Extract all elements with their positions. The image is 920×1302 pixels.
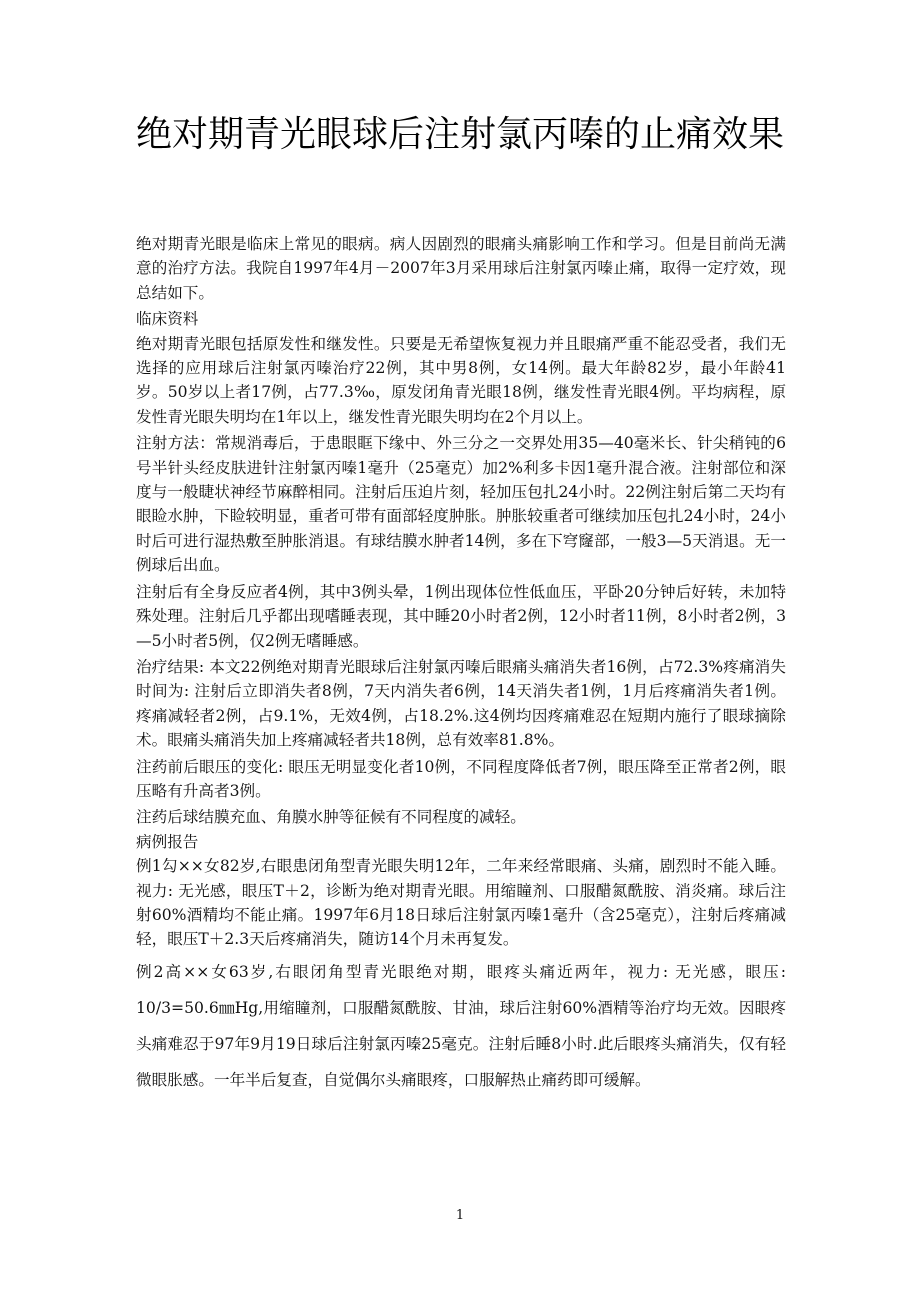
paragraph-patients: 绝对期青光眼包括原发性和继发性。只要是无希望恢复视力并且眼痛严重不能忍受者，我们无选择的应用球后注射氯丙嗪治疗22例，其中男8例，女14例。最大年龄82岁，最小年龄41岁。50岁以上者17例，占77.3‰，原发闭角青光眼18例，继发性青光眼4例。平均病程，原发性青光眼失明均在1年以上，继发性青光眼失明均在2个月以上。 xyxy=(136,334,786,426)
paragraph-treatment-results: 治疗结果: 本文22例绝对期青光眼球后注射氯丙嗪后眼痛头痛消失者16例，占72.3%疼痛消失时间为: 注射后立即消失者8例，7天内消失者6例，14天消失者1例，1月后疼痛消失者1例。疼痛减轻者2例，占9.1%，无效4例，占18.2%.这4例均因疼痛难忍在短期内施行了眼球摘除术。眼痛头痛消失加上疼痛减轻者共18例，总有效率81.8%。 xyxy=(136,657,786,750)
section-heading-case-reports: 病例报告 xyxy=(136,832,199,851)
intro-paragraph: 绝对期青光眼是临床上常见的眼病。病人因剧烈的眼痛头痛影响工作和学习。但是目前尚无满意的治疗方法。我院自1997年4月－2007年3月采用球后注射氯丙嗪止痛，取得一定疗效，现总结如下。 xyxy=(136,235,786,302)
document-title: 绝对期青光眼球后注射氯丙嗪的止痛效果 xyxy=(135,114,784,155)
paragraph-injection-method: 注射方法：常规消毒后，于患眼眶下缘中、外三分之一交界处用35—40毫米长、针尖稍钝的6号半针头经皮肤进针注射氯丙嗪1毫升（25毫克）加2%利多卡因1毫升混合液。注射部位和深度与一般睫状神经节麻醉相同。注射后压迫片刻，轻加压包扎24小时。22例注射后第二天均有眼睑水肿，下睑较明显，重者可带有面部轻度肿胀。肿胀较重者可继续加压包扎24小时，24小时后可进行湿热敷至肿胀消退。有球结膜水肿者14例，多在下穹窿部，一般3—5天消退。无一例球后出血。 xyxy=(136,434,786,575)
paragraph-systemic-reactions: 注射后有全身反应者4例，其中3例头晕，1例出现体位性低血压，平卧20分钟后好转，未加特殊处理。注射后几乎都出现嗜睡表现，其中睡20小时者2例，12小时者11例，8小时者2例，3—5小时者5例，仅2例无嗜睡感。 xyxy=(136,582,786,650)
paragraph-pressure-change: 注药前后眼压的变化: 眼压无明显变化者10例，不同程度降低者7例，眼压降至正常者2例，眼压略有升高者3例。 xyxy=(136,757,786,800)
paragraph-case-1: 例1勾××女82岁,右眼患闭角型青光眼失明12年，二年来经常眼痛、头痛，剧烈时不能入睡。视力: 无光感，眼压T＋2，诊断为绝对期青光眼。用缩瞳剂、口服醋氮酰胺、消炎痛。球后注射60%酒精均不能止痛。1997年6月18日球后注射氯丙嗪1毫升（含25毫克），注射后疼痛减轻，眼压T＋2.3天后疼痛消失，随访14个月未再复发。 xyxy=(136,857,786,949)
page-number: 1 xyxy=(455,1208,465,1223)
section-heading-clinical-data: 临床资料 xyxy=(136,310,199,329)
paragraph-signs: 注药后球结膜充血、角膜水肿等征候有不同程度的减轻。 xyxy=(136,808,526,827)
document-body xyxy=(136,232,786,1098)
paragraph-case-2: 例2高××女63岁,右眼闭角型青光眼绝对期，眼疼头痛近两年，视力: 无光感，眼压: 10/3=50.6㎜Hg,用缩瞳剂，口服醋氮酰胺、甘油，球后注射60%酒精等治疗均无效。因眼疼头痛难忍于97年9月19日球后注射氯丙嗪25毫克。注射后睡8小时.此后眼疼头痛消失，仅有轻微眼胀感。一年半后复查，自觉偶尔头痛眼疼，口服解热止痛药即可缓解。 xyxy=(136,962,786,1089)
